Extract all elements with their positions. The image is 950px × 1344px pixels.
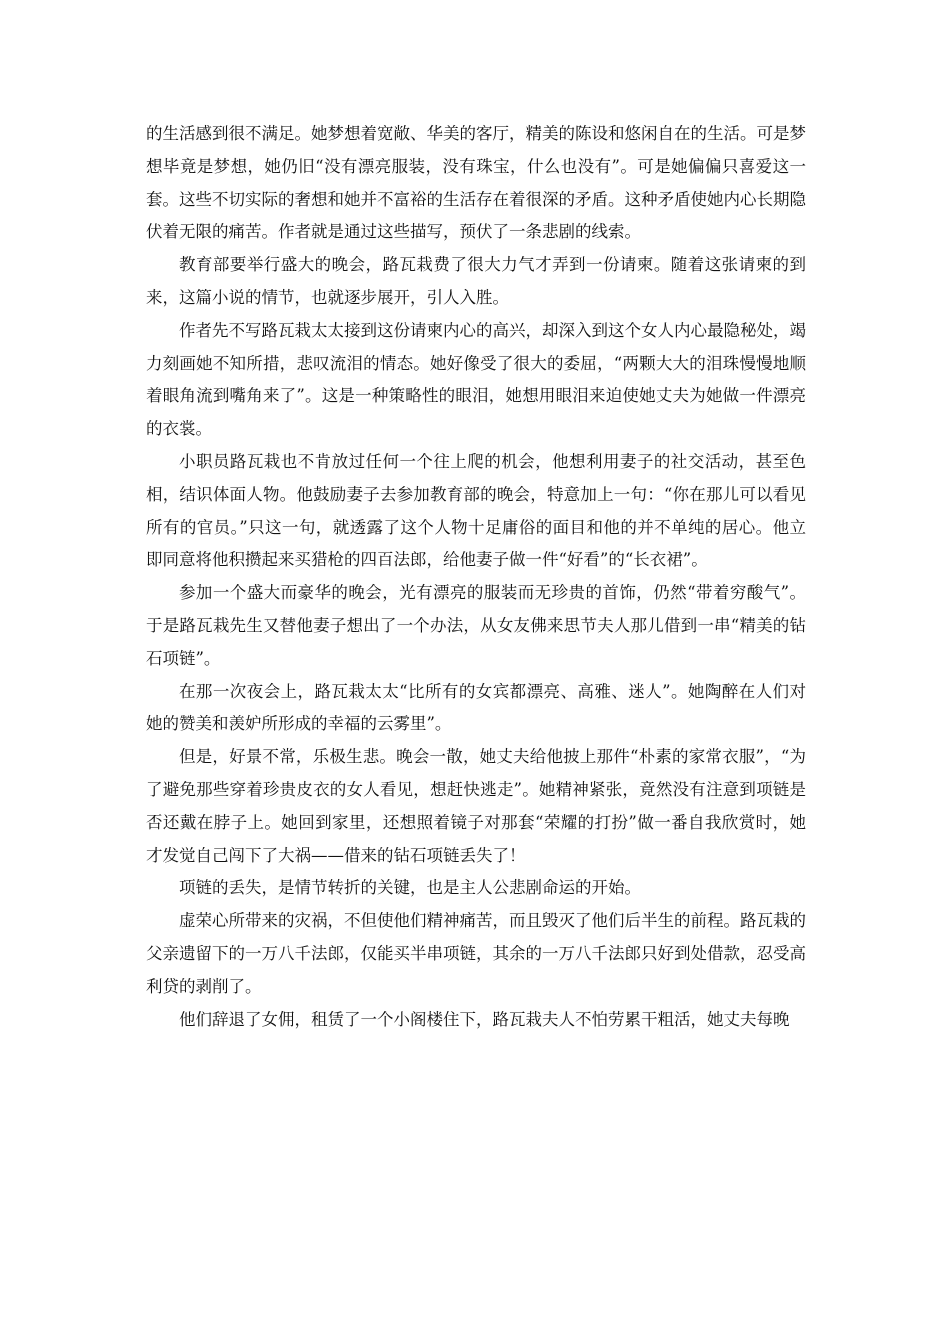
paragraph-10: 他们辞退了女佣，租赁了一个小阁楼住下，路瓦栽夫人不怕劳累干粗活，她丈夫每晚 [179,1009,790,1029]
paragraph-2: 教育部要举行盛大的晚会，路瓦栽费了很大力气才弄到一份请柬。随着这张请柬的到来，这篇小说的情节，也就逐步展开，引人入胜。 [146,255,806,307]
paragraph-9: 虚荣心所带来的灾祸，不但使他们精神痛苦，而且毁灭了他们后半生的前程。路瓦栽的父亲遗留下的一万八千法郎，仅能买半串项链，其余的一万八千法郎只好到处借款，忍受高利贷的剥削了。 [146,911,806,996]
paragraph-8: 项链的丢失，是情节转折的关键，也是主人公悲剧命运的开始。 [179,878,641,898]
paragraph-6: 在那一次夜会上，路瓦栽太太“比所有的女宾都漂亮、高雅、迷人”。她陶醉在人们对她的赞美和羡妒所形成的幸福的云雾里”。 [146,681,806,734]
paragraph-3: 作者先不写路瓦栽太太接到这份请柬内心的高兴，却深入到这个女人内心最隐秘处，竭力刻画她不知所措，悲叹流泪的情态。她好像受了很大的委屈，“两颗大大的泪珠慢慢地顺着眼角流到嘴角来了”。这是一种策略性的眼泪，她想用眼泪来迫使她丈夫为她做一件漂亮的衣裳。 [146,320,806,439]
article-body [146,118,806,1036]
paragraph-7: 但是，好景不常，乐极生悲。晚会一散，她丈夫给他披上那件“朴素的家常衣服”，“为了避免那些穿着珍贵皮衣的女人看见，想赶快逃走”。她精神紧张，竟然没有注意到项链是否还戴在脖子上。她回到家里，还想照着镜子对那套“荣耀的打扮”做一番自我欣赏时，她才发觉自己闯下了大祸——借来的钻石项链丢失了！ [146,747,806,865]
paragraph-4: 小职员路瓦栽也不肯放过任何一个往上爬的机会，他想利用妻子的社交活动，甚至色相，结识体面人物。他鼓励妻子去参加教育部的晚会，特意加上一句：“你在那儿可以看见所有的官员。”只这一句，就透露了这个人物十足庸俗的面目和他的并不单纯的居心。他立即同意将他积攒起来买猎枪的四百法郎，给他妻子做一件“好看”的“长衣裙”。 [146,451,806,570]
paragraph-1: 的生活感到很不满足。她梦想着宽敞、华美的客厅，精美的陈设和悠闲自在的生活。可是梦想毕竟是梦想，她仍旧“没有漂亮服装，没有珠宝，什么也没有”。可是她偏偏只喜爱这一套。这些不切实际的奢想和她并不富裕的生活存在着很深的矛盾。这种矛盾使她内心长期隐伏着无限的痛苦。作者就是通过这些描写，预伏了一条悲剧的线索。 [146,124,806,242]
paragraph-5: 参加一个盛大而豪华的晚会，光有漂亮的服装而无珍贵的首饰，仍然“带着穷酸气”。于是路瓦栽先生又替他妻子想出了一个办法，从女友佛来思节夫人那儿借到一串“精美的钻石项链”。 [146,583,806,668]
